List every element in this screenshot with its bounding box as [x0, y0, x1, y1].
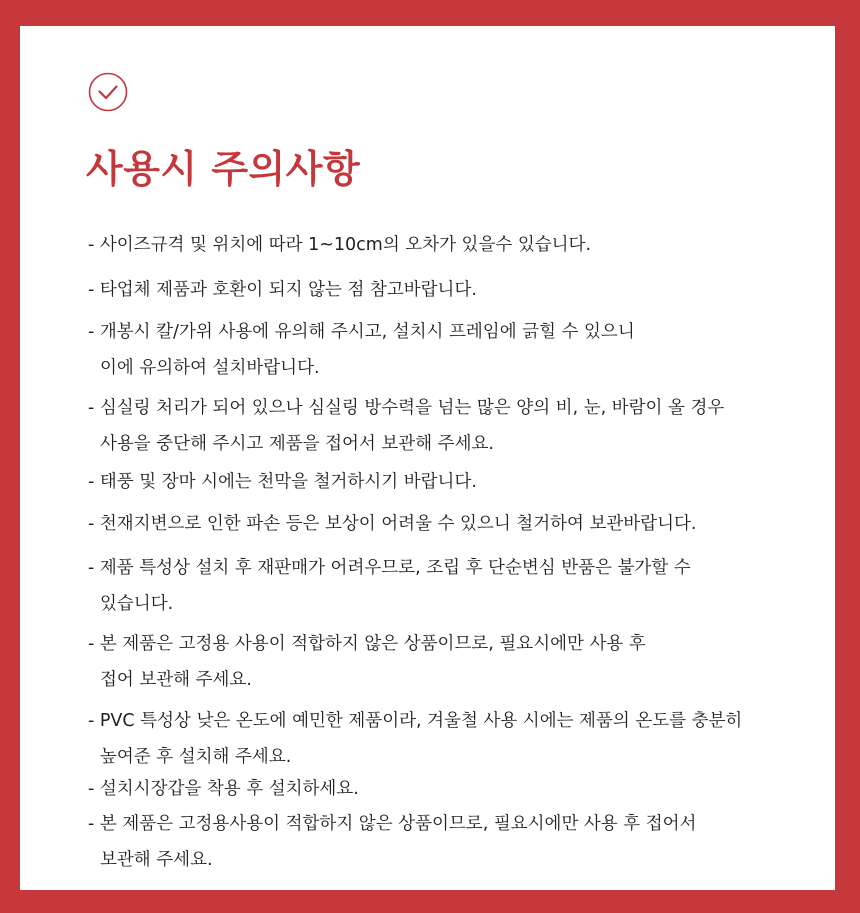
notice-line: - 본 제품은 고정용사용이 적합하지 않은 상품이므로, 필요시에만 사용 후 접어서 [88, 814, 697, 834]
notice-line: 높여준 후 설치해 주세요. [100, 747, 292, 767]
notice-line: 사용을 중단해 주시고 제품을 접어서 보관해 주세요. [100, 434, 494, 454]
notice-line: - 타업체 제품과 호환이 되지 않는 점 참고바랍니다. [88, 280, 477, 300]
notice-line: - 사이즈규격 및 위치에 따라 1~10cm의 오차가 있을수 있습니다. [88, 235, 592, 255]
notice-item [88, 272, 477, 308]
notice-item [88, 390, 724, 462]
notice-line: 접어 보관해 주세요. [100, 670, 252, 690]
notice-card [20, 26, 835, 890]
page-title: 사용시 주의사항 [86, 147, 361, 191]
notice-item [88, 314, 635, 386]
notice-line: - 제품 특성상 설치 후 재판매가 어려우므로, 조립 후 단순변심 반품은 불가할 수 [88, 558, 691, 578]
notice-item [88, 703, 742, 775]
notice-line: - PVC 특성상 낮은 온도에 예민한 제품이라, 겨울철 사용 시에는 제품의 온도를 충분히 [88, 711, 743, 731]
notice-line: - 설치시장갑을 착용 후 설치하세요. [88, 779, 359, 799]
notice-line: - 태풍 및 장마 시에는 천막을 철거하시기 바랍니다. [88, 472, 477, 492]
notice-line: 있습니다. [100, 594, 174, 614]
check-circle-icon [88, 72, 128, 112]
notice-line: 이에 유의하여 설치바랍니다. [100, 358, 320, 378]
notice-item [88, 771, 359, 807]
notice-item [88, 464, 477, 500]
notice-item [88, 626, 646, 698]
notice-line: - 개봉시 칼/가위 사용에 유의해 주시고, 설치시 프레임에 긁힐 수 있으니 [88, 322, 635, 342]
notice-line: - 본 제품은 고정용 사용이 적합하지 않은 상품이므로, 필요시에만 사용 후 [88, 634, 646, 654]
notice-line: 보관해 주세요. [100, 850, 213, 870]
notice-item [88, 550, 691, 622]
notice-item [88, 806, 696, 878]
notice-item [88, 227, 591, 263]
notice-item [88, 506, 696, 542]
notice-line: - 천재지변으로 인한 파손 등은 보상이 어려울 수 있으니 철거하여 보관바랍니다. [88, 514, 697, 534]
notice-line: - 심실링 처리가 되어 있으나 심실링 방수력을 넘는 많은 양의 비, 눈, 바람이 올 경우 [88, 398, 725, 418]
